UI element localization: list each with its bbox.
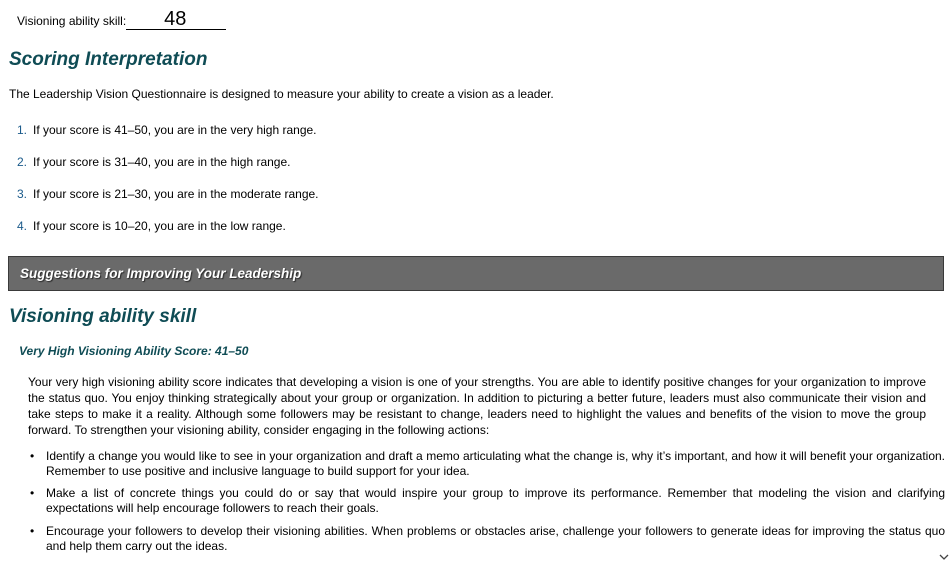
action-item <box>28 524 945 554</box>
action-text: Identify a change you would like to see in your organization and draft a memo articulating what the change is, why it’s important, and how it will benefit your organization. Remember to use positive and inclusive language to build support for your idea. <box>46 449 945 478</box>
range-text: If your score is 21–30, you are in the moderate range. <box>33 187 319 201</box>
very-high-subheading: Very High Visioning Ability Score: 41–50 <box>19 344 249 358</box>
bullet-icon: • <box>30 486 35 500</box>
action-item <box>28 449 945 486</box>
range-item <box>17 123 319 155</box>
range-text: If your score is 31–40, you are in the high range. <box>33 155 291 169</box>
visioning-heading: Visioning ability skill <box>9 306 197 327</box>
chevron-down-icon[interactable] <box>938 553 950 563</box>
range-number: 2. <box>17 155 28 169</box>
scoring-heading: Scoring Interpretation <box>9 49 208 70</box>
action-list <box>28 449 945 554</box>
score-line <box>17 8 226 30</box>
visioning-paragraph: Your very high visioning ability score indicates that developing a vision is one of your strengths. You are able to identify positive changes for your organization to improve the status quo. You enjoy thinking strategically about your group or organization. In addition to picturing a better future, leaders must also communicate their vision and take steps to make it a reality. Although some followers may be resistant to change, leaders need to highlight the values and benefits of the vision to move the group forward. To strengthen your visioning ability, consider engaging in the following actions: <box>28 375 926 437</box>
range-item <box>17 219 319 251</box>
score-label: Visioning ability skill: <box>17 14 127 28</box>
score-ranges-list <box>17 123 319 251</box>
action-text: Make a list of concrete things you could do or say that would inspire your group to improve its performance. Remember that modeling the vision and clarifying expectations will help encourage followers to reach their goals. <box>46 486 945 515</box>
scoring-intro: The Leadership Vision Questionnaire is designed to measure your ability to create a vision as a leader. <box>9 87 554 101</box>
bullet-icon: • <box>30 449 35 463</box>
bullet-icon: • <box>30 524 35 538</box>
action-item <box>28 486 945 524</box>
range-item <box>17 187 319 219</box>
range-number: 3. <box>17 187 28 201</box>
score-value: 48 <box>126 9 226 30</box>
range-text: If your score is 41–50, you are in the very high range. <box>33 123 317 137</box>
range-item <box>17 155 319 187</box>
range-text: If your score is 10–20, you are in the low range. <box>33 219 286 233</box>
action-text: Encourage your followers to develop their visioning abilities. When problems or obstacles arise, challenge your followers to generate ideas for improving the status quo and help them carry out the ideas. <box>46 524 945 553</box>
range-number: 4. <box>17 219 28 233</box>
suggestions-banner <box>8 256 944 291</box>
range-number: 1. <box>17 123 28 137</box>
suggestions-banner-title: Suggestions for Improving Your Leadership <box>20 266 302 281</box>
